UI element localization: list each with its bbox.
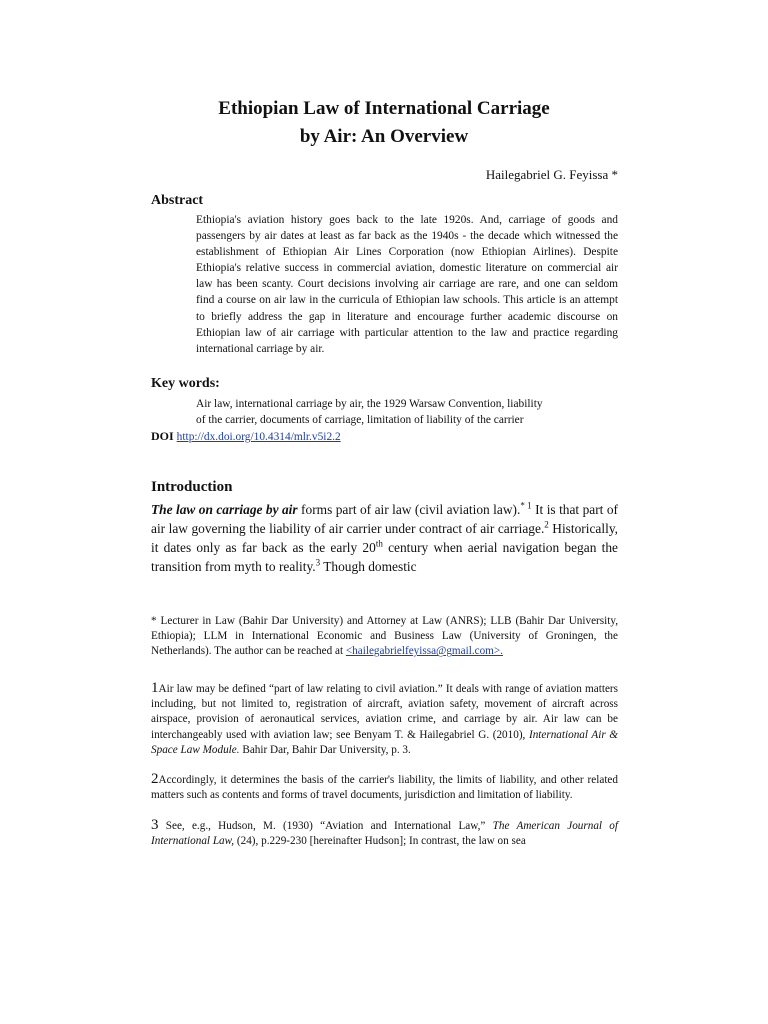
footnote-2 [151, 772, 618, 803]
footnote-ref-1[interactable]: * 1 [520, 500, 532, 511]
footnote-star [151, 614, 618, 660]
introduction-paragraph [151, 500, 618, 576]
ordinal-suffix: th [375, 538, 383, 549]
doi-link[interactable]: http://dx.doi.org/10.4314/mlr.v5i2.2 [176, 431, 341, 443]
intro-sentence-3a: Historically, it dates only as far back as the early 20 [151, 521, 618, 555]
footnote-3 [151, 818, 618, 849]
footnote-1-italic: International Air & Space Law Module. [151, 728, 618, 756]
abstract-text: Ethiopia's aviation history goes back to the late 1920s. And, carriage of goods and passengers by air dates at least as far back as the 1940s - the decade which witnessed the establishment of Ethiopian Air Lines Corporation (now Ethiopian Airlines). Despite Ethiopia's relative success in commercial aviation, domestic literature on commercial air law has been scanty. Court decisions involving air carriage are rare, and one can seldom find a course on air law in the curricula of Ethiopian law schools. This article is an attempt to briefly address the gap in literature and encourage further academic discourse on Ethiopian law of air carriage with particular attention to the law and practice regarding international carriage by air. [196, 214, 618, 355]
keywords-line2: of the carrier, documents of carriage, limitation of liability of the carrier [196, 414, 524, 427]
intro-sentence-4: Though domestic [320, 559, 417, 574]
footnote-3-italic: The American Journal of International Law, [151, 820, 619, 848]
author-email-link[interactable]: <hailegabrielfeyissa@gmail.com>. [345, 645, 503, 658]
footnote-3-text-a: See, e.g., Hudson, M. (1930) “Aviation and International Law,” [158, 820, 493, 832]
footnote-1 [151, 681, 618, 758]
footnote-2-text: Accordingly, it determines the basis of the carrier's liability, the limits of liability, and other related matters such as contents and forms of travel documents, jurisdiction and limitation of liability. [151, 774, 618, 802]
intro-sentence-3b: century when aerial navigation began the transition from myth to reality. [151, 540, 618, 574]
footnote-ref-3[interactable]: 3 [315, 557, 321, 568]
keywords-heading: Key words: [151, 376, 220, 391]
footnote-2-mark: 2 [151, 771, 159, 787]
author-name: Hailegabriel G. Feyissa * [485, 167, 618, 182]
introduction-heading: Introduction [151, 479, 233, 495]
doi-label: DOI [151, 429, 174, 443]
intro-lead-term: The law on carriage by air [151, 502, 298, 517]
footnote-star-mark: * [151, 615, 157, 627]
keywords-line1: Air law, international carriage by air, the 1929 Warsaw Convention, liability [196, 398, 543, 410]
intro-sentence-1: forms part of air law (civil aviation law). [297, 502, 521, 517]
paper-title-line2: by Air: An Overview [299, 126, 469, 147]
footnote-1-text-a: Air law may be defined “part of law relating to civil aviation.” It deals with range of aviation matters including, but not limited to, registration of aircraft, aviation safety, movement of aircraft across airspace, provision of aeronautical services, aviation crime, and carriage by air. Air law can be interchangeably used with aviation law; see Benyam T. & Hailegabriel G. (2010), [151, 683, 618, 741]
intro-sentence-2: It is that part of air law governing the liability of air carrier under contract of air carriage. [151, 502, 618, 536]
doi-line [151, 429, 341, 444]
footnote-1-mark: 1 [151, 680, 159, 696]
footnote-star-text: Lecturer in Law (Bahir Dar University) and Attorney at Law (ANRS); LLB (Bahir Dar University, Ethiopia); LLM in International Economic and Business Law (University of Groningen, the Netherlands). The author can be reached at [151, 615, 618, 658]
footnote-1-text-b: Bahir Dar, Bahir Dar University, p. 3. [239, 743, 411, 756]
abstract-heading: Abstract [151, 193, 204, 208]
paper-title-line1: Ethiopian Law of International Carriage [218, 98, 550, 119]
footnote-3-text-b: (24), p.229-230 [hereinafter Hudson]; In contrast, the law on sea [234, 835, 526, 848]
footnote-ref-2[interactable]: 2 [544, 519, 549, 530]
footnote-3-mark: 3 [151, 817, 159, 833]
keywords-text [196, 396, 626, 428]
